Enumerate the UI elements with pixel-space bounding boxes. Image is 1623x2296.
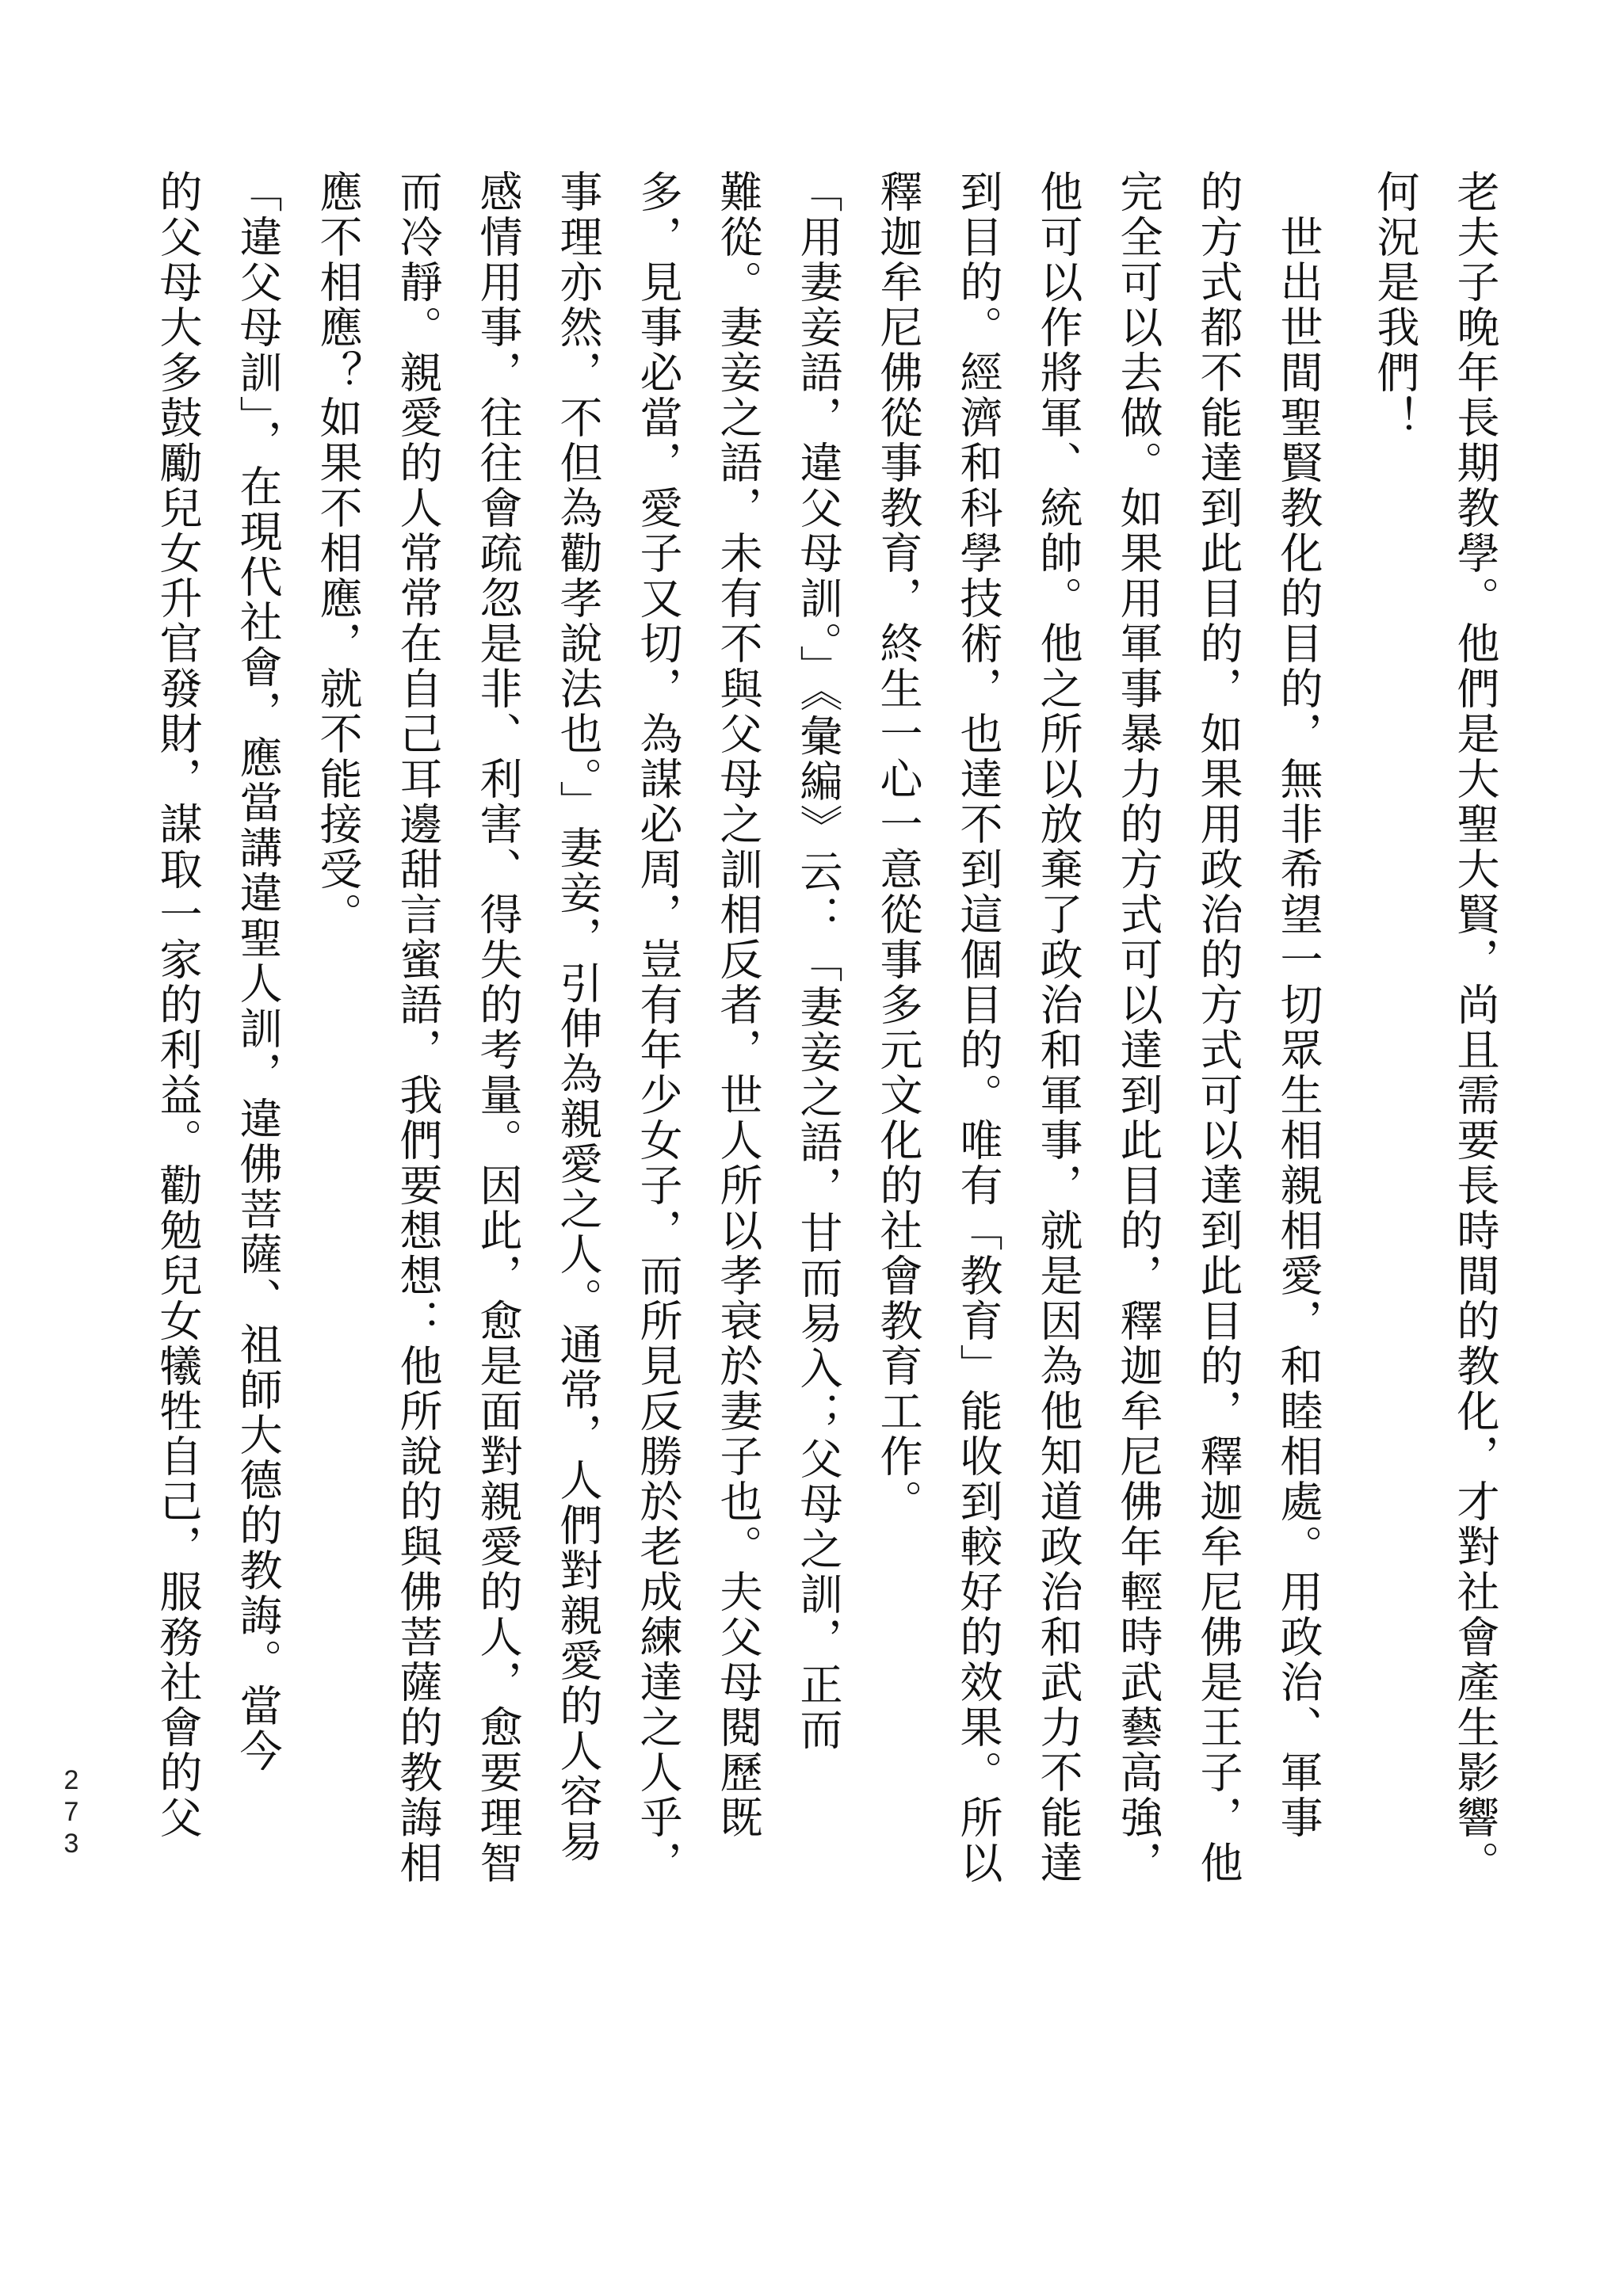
text-line-2: 何況是我們！	[1370, 170, 1420, 441]
text-line-3: 世出世間聖賢教化的目的，無非希望一切眾生相親相愛，和睦相處。用政治、軍事	[1274, 170, 1323, 1840]
text-line-17: 的父母大多鼓勵兒女升官發財，謀取一家的利益。勸勉兒女犧牲自己，服務社會的父	[153, 170, 203, 1840]
text-line-6: 他可以作將軍、統帥。他之所以放棄了政治和軍事，就是因為他知道政治和武力不能達	[1033, 170, 1083, 1886]
text-line-16: 「違父母訓」，在現代社會，應當講違聖人訓，違佛菩薩、祖師大德的教誨。當今	[233, 170, 283, 1774]
text-line-10: 難從。妻妾之語，未有不與父母之訓相反者，世人所以孝衰於妻子也。夫父母閱歷既	[713, 170, 763, 1840]
text-line-7: 到目的。經濟和科學技術，也達不到這個目的。唯有「教育」能收到較好的效果。所以	[953, 170, 1003, 1886]
text-line-4: 的方式都不能達到此目的，如果用政治的方式可以達到此目的，釋迦牟尼佛是王子，他	[1193, 170, 1243, 1886]
text-line-15: 應不相應？如果不相應，就不能接受。	[313, 170, 363, 937]
text-line-14: 而冷靜。親愛的人常常在自己耳邊甜言蜜語，我們要想想：他所說的與佛菩薩的教誨相	[393, 170, 443, 1886]
text-line-13: 感情用事，往往會疏忽是非、利害、得失的考量。因此，愈是面對親愛的人，愈要理智	[473, 170, 523, 1886]
text-line-12: 事理亦然，不但為勸孝說法也。」妻妾，引伸為親愛之人。通常，人們對親愛的人容易	[553, 170, 603, 1864]
text-columns	[138, 170, 1515, 2166]
text-line-9: 「用妻妾語，違父母訓。」《彙編》云：「妻妾之語，甘而易入；父母之訓，正而	[793, 170, 843, 1753]
text-line-8: 釋迦牟尼佛從事教育，終生一心一意從事多元文化的社會教育工作。	[873, 170, 923, 1524]
text-line-5: 完全可以去做。如果用軍事暴力的方式可以達到此目的，釋迦牟尼佛年輕時武藝高強，	[1113, 170, 1163, 1886]
text-line-11: 多，見事必當，愛子又切，為謀必周，豈有年少女子，而所見反勝於老成練達之人乎，	[633, 170, 683, 1886]
page-number: 273	[56, 1765, 86, 1860]
text-line-1: 老夫子晚年長期教學。他們是大聖大賢，尚且需要長時間的教化，才對社會產生影響。	[1450, 170, 1500, 1886]
paragraph-gap	[1338, 170, 1355, 2166]
